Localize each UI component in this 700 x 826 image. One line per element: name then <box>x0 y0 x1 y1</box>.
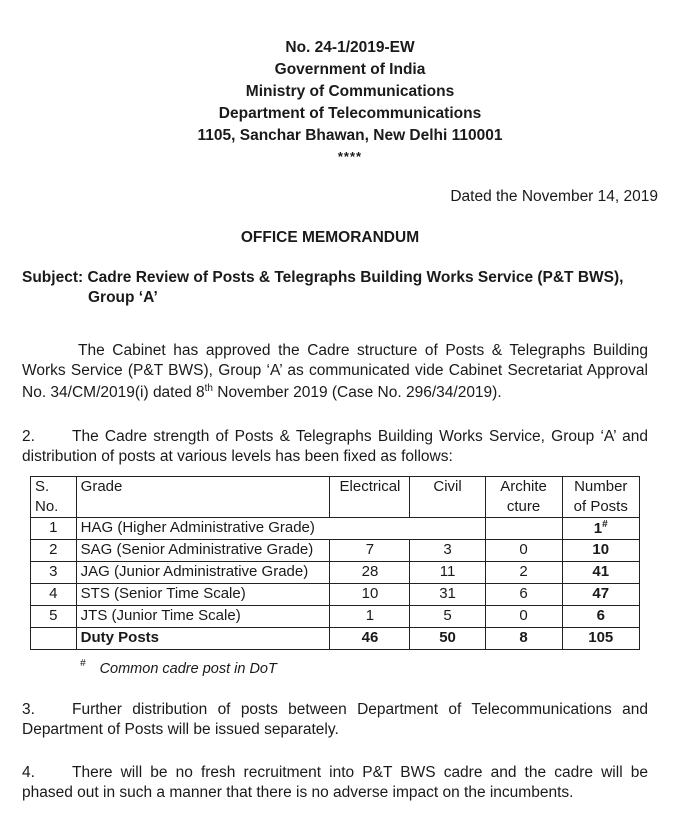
table-row: 2 SAG (Senior Administrative Grade) 7 3 0 10 <box>31 539 640 561</box>
paragraph-4-number: 4. <box>22 764 35 781</box>
ministry-name: Ministry of Communications <box>245 83 455 100</box>
paragraph-1-text: The Cabinet has approved the Cadre structure of Posts & Telegraphs Building Works Service (P&T BWS), Group ‘A’ as communicated vide Cabinet Secretariat Approval No. 34/CM/2019(i) dated 8 <box>22 342 648 402</box>
reference-number: No. 24-1/2019-EW <box>285 39 415 56</box>
table-header-row <box>31 477 640 518</box>
subject <box>22 268 642 309</box>
subject-line-1: Subject: Cadre Review of Posts & Telegraphs Building Works Service (P&T BWS), <box>22 269 624 286</box>
paragraph-3 <box>22 700 648 741</box>
table-row: 5 JTS (Junior Time Scale) 1 5 0 6 <box>31 605 640 627</box>
table-footnote <box>80 660 277 679</box>
header-electrical: Electrical <box>330 477 410 518</box>
memo-date: Dated the November 14, 2019 <box>450 188 658 205</box>
header-grade: Grade <box>76 477 330 518</box>
cadre-table <box>30 476 640 650</box>
paragraph-1-superscript: th <box>204 382 213 394</box>
table-row: 1 HAG (Higher Administrative Grade) 1# <box>31 517 640 539</box>
government-name: Government of India <box>274 61 426 78</box>
table-row: 3 JAG (Junior Administrative Grade) 28 11 2 41 <box>31 561 640 583</box>
memo-title: OFFICE MEMORANDUM <box>240 229 420 246</box>
footnote-mark: # <box>80 658 86 669</box>
subject-line-2: Group ‘A’ <box>88 289 158 307</box>
paragraph-1 <box>22 341 648 404</box>
office-address: 1105, Sanchar Bhawan, New Delhi 110001 <box>197 127 503 144</box>
table-total-row: Duty Posts 46 50 8 105 <box>31 627 640 649</box>
paragraph-4 <box>22 763 648 804</box>
letterhead <box>0 38 700 170</box>
paragraph-3-number: 3. <box>22 701 35 718</box>
header-architecture: Archite cture <box>485 477 562 518</box>
stars-separator: **** <box>337 149 363 164</box>
header-number-of-posts: Number of Posts <box>562 477 640 518</box>
header-sno: S. No. <box>31 477 77 518</box>
paragraph-1-text-end: November 2019 (Case No. 296/34/2019). <box>213 384 502 402</box>
paragraph-2-number: 2. <box>22 428 35 445</box>
paragraph-2-text: The Cadre strength of Posts & Telegraphs Building Works Service, Group ‘A’ and distribution of posts at various levels has been fixed as follows: <box>22 428 648 466</box>
header-civil: Civil <box>410 477 485 518</box>
paragraph-2 <box>22 427 648 468</box>
paragraph-3-text: Further distribution of posts between Department of Telecommunications and Department of Posts will be issued separately. <box>22 701 648 739</box>
footnote-text: Common cadre post in DoT <box>99 661 277 677</box>
department-name: Department of Telecommunications <box>218 105 482 122</box>
paragraph-4-text: There will be no fresh recruitment into P&T BWS cadre and the cadre will be phased out in such a manner that there is no adverse impact on the incumbents. <box>22 764 648 802</box>
table-row: 4 STS (Senior Time Scale) 10 31 6 47 <box>31 583 640 605</box>
